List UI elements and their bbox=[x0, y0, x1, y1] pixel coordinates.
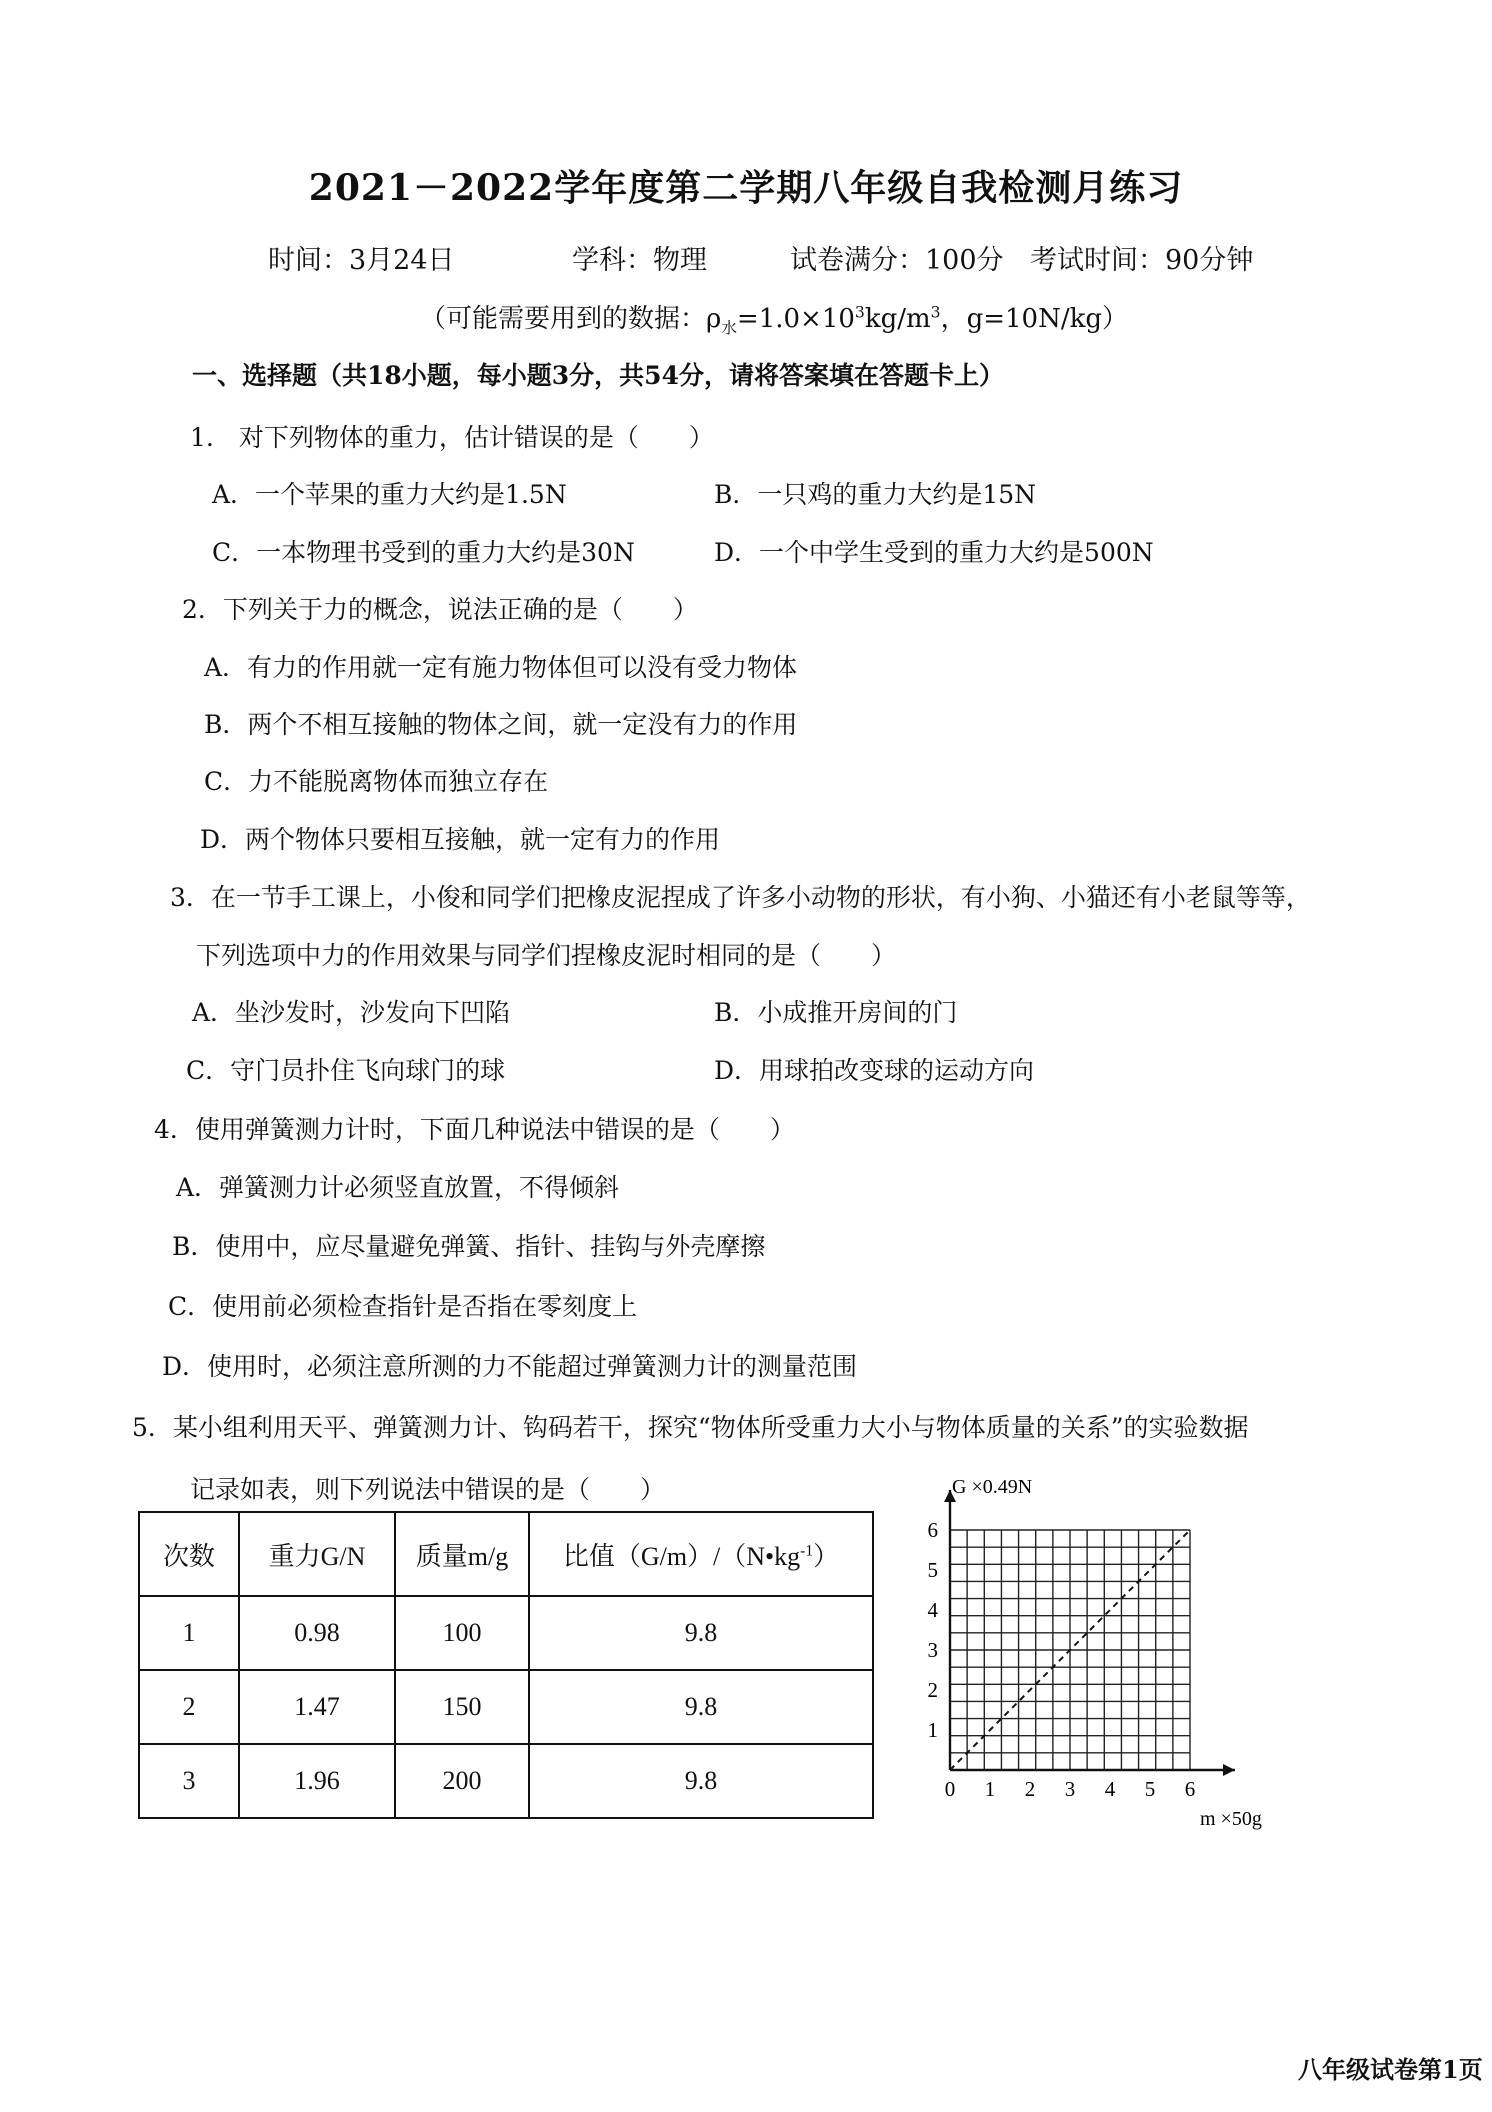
constants-sup: 3 bbox=[854, 303, 865, 322]
constants-sub: 水 bbox=[721, 319, 737, 338]
gravity-mass-chart bbox=[920, 1465, 1300, 1835]
x-tick-label: 1 bbox=[984, 1777, 996, 1801]
table-cell: 2 bbox=[139, 1670, 239, 1744]
constants-mid: =1.0×10 bbox=[736, 304, 855, 334]
data-table bbox=[138, 1511, 874, 1819]
constants-note bbox=[420, 298, 1128, 338]
table-cell: 100 bbox=[395, 1596, 529, 1670]
question-5-stem: 5．某小组利用天平、弹簧测力计、钩码若干，探究“物体所受重力大小与物体质量的关系”的实验数据 bbox=[132, 1413, 1249, 1442]
x-tick-label: 5 bbox=[1144, 1777, 1156, 1801]
y-tick-label: 4 bbox=[927, 1598, 938, 1622]
question-3-stem-line2: 下列选项中力的作用效果与同学们捏橡皮泥时相同的是（ ） bbox=[196, 941, 897, 970]
table-header-close: ） bbox=[813, 1541, 840, 1571]
table-cell: 9.8 bbox=[529, 1744, 873, 1818]
exam-full-score: 试卷满分：100分 bbox=[790, 245, 1004, 276]
table-cell: 9.8 bbox=[529, 1670, 873, 1744]
exam-subject: 学科：物理 bbox=[572, 245, 707, 276]
y-tick-label: 1 bbox=[927, 1718, 938, 1742]
table-cell: 1 bbox=[139, 1596, 239, 1670]
question-3-option-c: C．守门员扑住飞向球门的球 bbox=[186, 1056, 506, 1085]
question-4-stem: 4．使用弹簧测力计时，下面几种说法中错误的是（ ） bbox=[154, 1115, 795, 1144]
table-cell: 200 bbox=[395, 1744, 529, 1818]
table-row bbox=[139, 1596, 873, 1670]
question-3-option-a: A．坐沙发时，沙发向下凹陷 bbox=[192, 998, 511, 1027]
table-cell: 0.98 bbox=[239, 1596, 395, 1670]
question-1-option-b: B．一只鸡的重力大约是15N bbox=[714, 480, 1037, 509]
question-1-option-c: C．一本物理书受到的重力大约是30N bbox=[212, 538, 635, 567]
table-header-cell: 重力G/N bbox=[239, 1512, 395, 1596]
question-3-stem: 3．在一节手工课上，小俊和同学们把橡皮泥捏成了许多小动物的形状，有小狗、小猫还有小老鼠等等， bbox=[170, 883, 1311, 912]
question-2-option-a: A．有力的作用就一定有施力物体但可以没有受力物体 bbox=[204, 653, 798, 682]
x-tick-label: 3 bbox=[1064, 1777, 1076, 1801]
table-header-cell: 质量m/g bbox=[395, 1512, 529, 1596]
y-tick-label: 5 bbox=[927, 1558, 938, 1582]
page-footer: 八年级试卷第1页 bbox=[1298, 2055, 1483, 2084]
table-row bbox=[139, 1744, 873, 1818]
question-2-option-b: B．两个不相互接触的物体之间，就一定没有力的作用 bbox=[204, 710, 798, 739]
constants-end: ，g=10N/kg） bbox=[940, 304, 1128, 334]
x-tick-label: 2 bbox=[1024, 1777, 1036, 1801]
question-2-option-c: C．力不能脱离物体而独立存在 bbox=[204, 767, 549, 796]
table-cell: 3 bbox=[139, 1744, 239, 1818]
table-header-cell: 次数 bbox=[139, 1512, 239, 1596]
question-4-option-d: D．使用时，必须注意所测的力不能超过弹簧测力计的测量范围 bbox=[162, 1352, 858, 1381]
constants-suffix: kg/m bbox=[864, 304, 931, 334]
y-tick-label: 2 bbox=[927, 1678, 938, 1702]
y-tick-label: 6 bbox=[927, 1518, 938, 1542]
table-header-row bbox=[139, 1512, 873, 1596]
constants-prefix: （可能需要用到的数据：ρ bbox=[420, 304, 722, 334]
question-4-option-a: A．弹簧测力计必须竖直放置，不得倾斜 bbox=[176, 1173, 620, 1202]
question-5-stem-line2: 记录如表，则下列说法中错误的是（ ） bbox=[190, 1475, 666, 1504]
x-axis-arrow bbox=[1223, 1764, 1235, 1776]
x-tick-label: 0 bbox=[944, 1777, 956, 1801]
exam-title: 2021－2022学年度第二学期八年级自我检测月练习 bbox=[308, 167, 1184, 209]
y-tick-label: 3 bbox=[927, 1638, 938, 1662]
question-3-option-b: B．小成推开房间的门 bbox=[714, 998, 958, 1027]
question-3-option-d: D．用球拍改变球的运动方向 bbox=[714, 1056, 1035, 1085]
table-header-ratio: 比值（G/m）/（N•kg bbox=[562, 1541, 801, 1571]
chart-x-axis-label: m ×50g bbox=[1200, 1808, 1262, 1830]
table-cell: 150 bbox=[395, 1670, 529, 1744]
question-1-option-d: D．一个中学生受到的重力大约是500N bbox=[714, 538, 1154, 567]
x-tick-label: 4 bbox=[1104, 1777, 1116, 1801]
question-1-option-a: A．一个苹果的重力大约是1.5N bbox=[212, 480, 567, 509]
table-cell: 1.96 bbox=[239, 1744, 395, 1818]
constants-sup2: 3 bbox=[930, 303, 941, 322]
question-1-stem: 1. 对下列物体的重力，估计错误的是（ ） bbox=[190, 423, 714, 452]
exam-date: 时间：3月24日 bbox=[268, 245, 455, 276]
section-title: 一、选择题（共18小题，每小题3分，共54分，请将答案填在答题卡上） bbox=[192, 361, 1004, 390]
question-4-option-b: B．使用中，应尽量避免弹簧、指针、挂钩与外壳摩擦 bbox=[172, 1232, 766, 1261]
table-header-cell bbox=[529, 1512, 873, 1596]
table-row bbox=[139, 1670, 873, 1744]
exam-duration: 考试时间：90分钟 bbox=[1030, 245, 1254, 276]
x-tick-label: 6 bbox=[1184, 1777, 1196, 1801]
chart-y-axis-label: G ×0.49N bbox=[952, 1476, 1033, 1498]
question-2-stem: 2．下列关于力的概念，说法正确的是（ ） bbox=[182, 595, 698, 624]
question-2-option-d: D．两个物体只要相互接触，就一定有力的作用 bbox=[200, 825, 721, 854]
table-header-sup: -1 bbox=[800, 1541, 814, 1559]
table-cell: 1.47 bbox=[239, 1670, 395, 1744]
table-cell: 9.8 bbox=[529, 1596, 873, 1670]
question-4-option-c: C．使用前必须检查指针是否指在零刻度上 bbox=[168, 1292, 638, 1321]
